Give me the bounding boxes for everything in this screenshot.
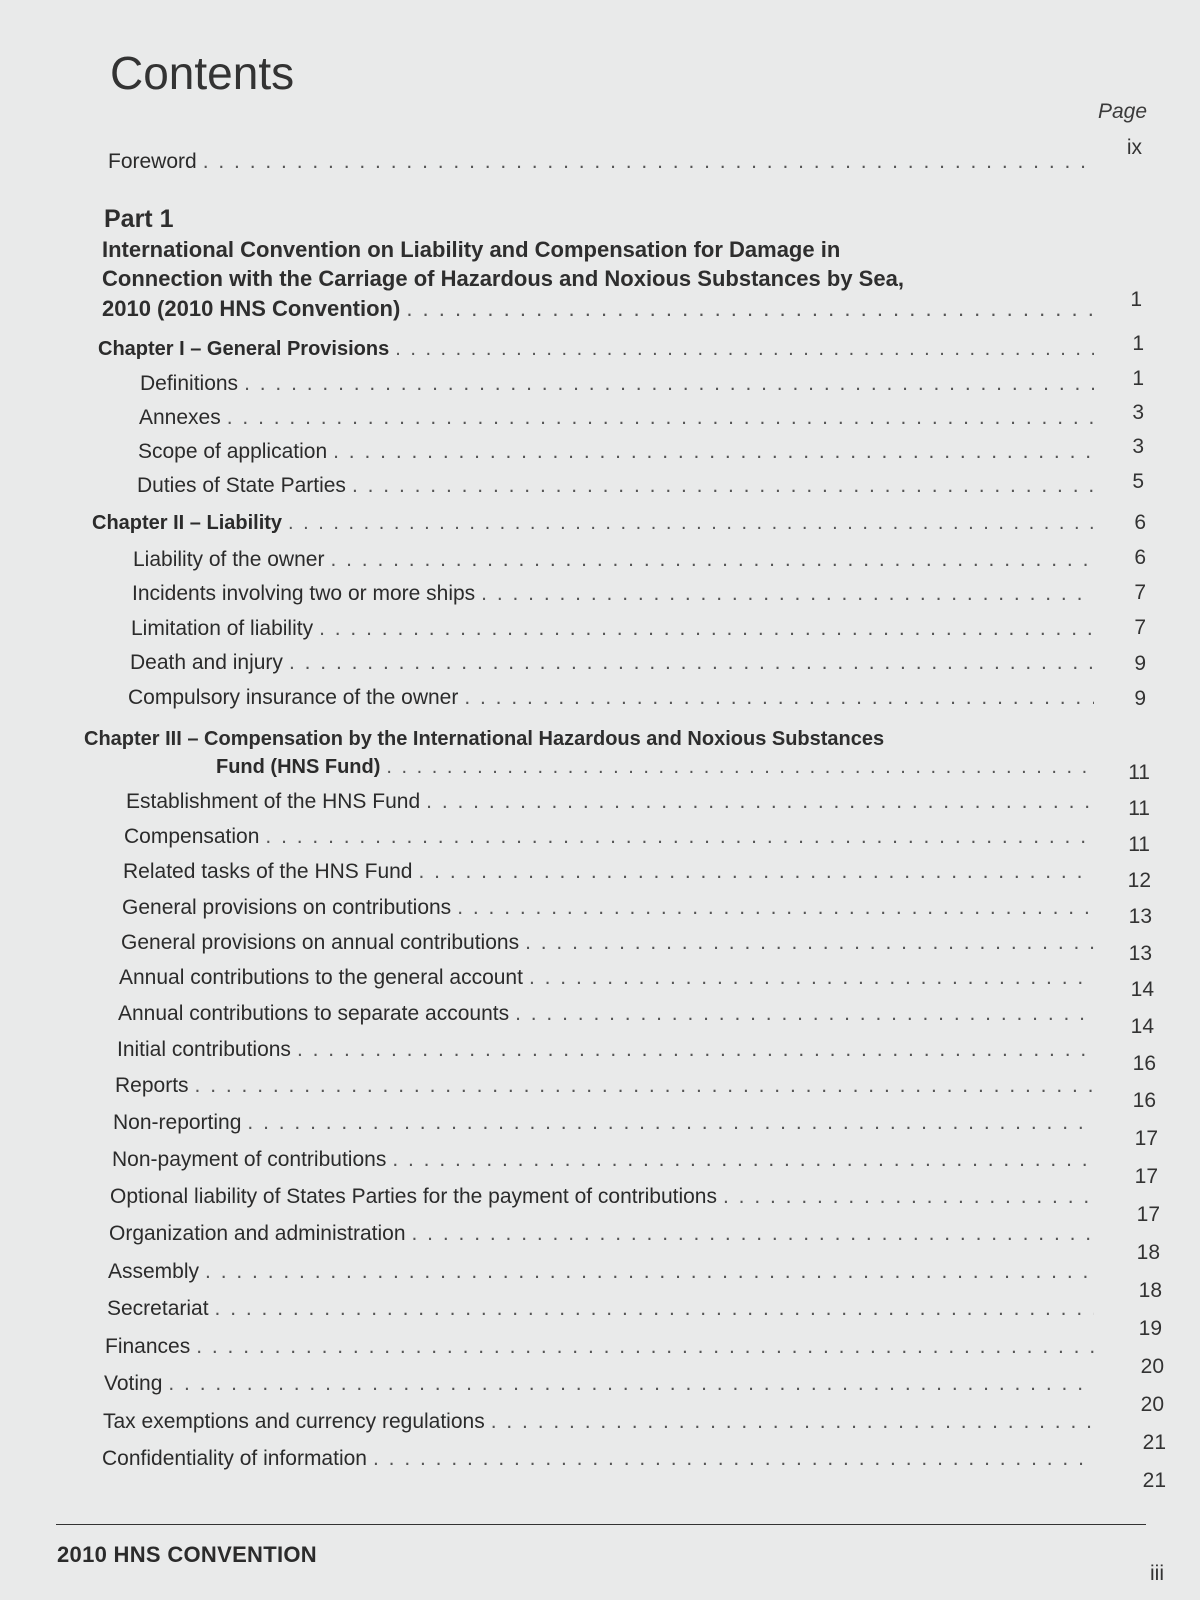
toc-entry-page: 21 xyxy=(1142,1431,1166,1454)
toc-entry[interactable] xyxy=(110,1185,1100,1209)
toc-entry-label: Incidents involving two or more ships xyxy=(132,582,476,605)
toc-entry-page: 9 xyxy=(1134,687,1146,710)
toc-entry-label: Annual contributions to the general account xyxy=(119,966,523,989)
toc-entry[interactable] xyxy=(108,1260,1100,1284)
toc-entry[interactable] xyxy=(140,372,1100,396)
leader-dots xyxy=(406,296,1094,322)
leader-dots xyxy=(227,406,1094,430)
toc-entry-page: 20 xyxy=(1140,1355,1164,1378)
toc-entry[interactable] xyxy=(128,686,1100,710)
toc-entry[interactable] xyxy=(112,1148,1100,1172)
leader-dots xyxy=(203,150,1094,174)
toc-entry[interactable] xyxy=(139,406,1100,430)
toc-entry-foreword[interactable] xyxy=(108,150,1100,174)
toc-entry-page: 17 xyxy=(1134,1165,1158,1188)
toc-entry-page: 1 xyxy=(1132,332,1144,355)
toc-entry[interactable] xyxy=(121,931,1100,955)
toc-entry-label: Compensation xyxy=(124,825,260,848)
leader-dots xyxy=(529,966,1094,990)
toc-entry-page: 3 xyxy=(1132,435,1144,458)
toc-entry-page: 11 xyxy=(1128,797,1150,820)
toc-entry[interactable] xyxy=(109,1222,1100,1246)
leader-dots xyxy=(373,1447,1094,1471)
toc-entry[interactable] xyxy=(115,1074,1100,1098)
toc-entry-page: 18 xyxy=(1136,1241,1160,1264)
toc-entry-page: 11 xyxy=(1128,833,1150,856)
toc-entry-label: Related tasks of the HNS Fund xyxy=(123,860,413,883)
toc-entry-page: 17 xyxy=(1134,1127,1158,1150)
toc-entry-label: Voting xyxy=(104,1372,163,1395)
toc-entry-label: Duties of State Parties xyxy=(137,474,346,497)
leader-dots xyxy=(205,1260,1094,1284)
toc-entry-label: Limitation of liability xyxy=(131,617,314,640)
toc-entry-label: Annexes xyxy=(139,406,221,429)
toc-entry-page: 7 xyxy=(1134,581,1146,604)
toc-entry-label: Death and injury xyxy=(130,651,283,674)
toc-entry[interactable] xyxy=(132,582,1100,606)
part-title-line: International Convention on Liability and Compensation for Damage in xyxy=(102,237,841,262)
chapter-title: Chapter II – Liability xyxy=(92,512,283,534)
leader-dots xyxy=(457,896,1094,920)
leader-dots xyxy=(481,582,1094,606)
toc-entry-page: 20 xyxy=(1140,1393,1164,1416)
toc-entry-page: 1 xyxy=(1132,367,1144,390)
toc-entry-page: 7 xyxy=(1134,616,1146,639)
toc-entry[interactable] xyxy=(131,617,1100,641)
toc-entry-page: 12 xyxy=(1127,869,1151,892)
toc-entry-label: General provisions on annual contributions xyxy=(121,931,520,954)
toc-entry-label: Foreword xyxy=(108,150,197,173)
toc-entry-page: 13 xyxy=(1128,942,1152,965)
toc-entry-label: Tax exemptions and currency regulations xyxy=(103,1410,485,1433)
leader-dots xyxy=(196,1335,1094,1359)
leader-dots xyxy=(195,1074,1094,1098)
toc-entry-page: 3 xyxy=(1132,401,1144,424)
toc-entry-page: 9 xyxy=(1134,652,1146,675)
toc-entry[interactable] xyxy=(124,825,1100,849)
leader-dots xyxy=(352,474,1094,498)
toc-entry[interactable] xyxy=(103,1410,1100,1434)
leader-dots xyxy=(330,548,1094,572)
toc-entry-page: 14 xyxy=(1130,978,1154,1001)
leader-dots xyxy=(297,1038,1094,1062)
toc-entry-label: Initial contributions xyxy=(117,1038,291,1061)
leader-dots xyxy=(265,825,1094,849)
part-label: Part 1 xyxy=(104,205,174,233)
toc-entry-label: Scope of application xyxy=(138,440,328,463)
toc-entry-label: General provisions on contributions xyxy=(122,896,452,919)
leader-dots xyxy=(418,860,1094,884)
toc-entry-chapter[interactable] xyxy=(98,338,1100,361)
toc-entry-page: 5 xyxy=(1132,470,1144,493)
footer-page-number: iii xyxy=(1150,1562,1164,1585)
leader-dots xyxy=(395,338,1094,361)
page-column-label: Page xyxy=(1098,100,1148,123)
toc-entry-label: Definitions xyxy=(140,372,239,395)
leader-dots xyxy=(386,756,1094,779)
toc-entry[interactable] xyxy=(138,440,1100,464)
toc-entry[interactable] xyxy=(105,1335,1100,1359)
page-title: Contents xyxy=(110,47,295,99)
toc-entry-page: ix xyxy=(1126,136,1142,159)
leader-dots xyxy=(288,512,1094,535)
toc-entry-label: Non-reporting xyxy=(113,1111,242,1134)
toc-entry[interactable] xyxy=(102,1447,1100,1471)
toc-entry-label: Assembly xyxy=(108,1260,200,1283)
toc-entry-page: 21 xyxy=(1142,1469,1166,1492)
leader-dots xyxy=(168,1372,1094,1396)
toc-entry-page: 13 xyxy=(1128,905,1152,928)
toc-entry[interactable] xyxy=(113,1111,1100,1135)
leader-dots xyxy=(412,1222,1094,1246)
toc-entry-page: 16 xyxy=(1132,1052,1156,1075)
footer-title: 2010 HNS CONVENTION xyxy=(57,1542,317,1567)
toc-entry-label: Reports xyxy=(115,1074,189,1097)
toc-entry-label: Establishment of the HNS Fund xyxy=(126,790,421,813)
leader-dots xyxy=(215,1297,1094,1321)
toc-entry-chapter[interactable] xyxy=(216,756,1100,779)
toc-entry-label: Confidentiality of information xyxy=(102,1447,367,1470)
toc-entry-page: 17 xyxy=(1136,1203,1160,1226)
leader-dots xyxy=(426,790,1094,814)
toc-entry-label: Annual contributions to separate accounts xyxy=(118,1002,510,1025)
toc-entry-label: Finances xyxy=(105,1335,191,1358)
toc-entry-label: Non-payment of contributions xyxy=(112,1148,387,1171)
toc-entry[interactable] xyxy=(130,651,1100,675)
chapter-title-continued: Fund (HNS Fund) xyxy=(216,756,381,778)
toc-entry-page: 1 xyxy=(1130,288,1142,311)
toc-entry[interactable] xyxy=(133,548,1100,572)
toc-entry[interactable] xyxy=(119,966,1100,990)
leader-dots xyxy=(244,372,1094,396)
toc-entry[interactable] xyxy=(122,896,1100,920)
toc-entry-label: Organization and administration xyxy=(109,1222,406,1245)
toc-entry-page: 18 xyxy=(1138,1279,1162,1302)
chapter-title: Chapter I – General Provisions xyxy=(98,338,390,360)
leader-dots xyxy=(515,1002,1094,1026)
toc-entry-page: 11 xyxy=(1128,761,1150,784)
footer-divider xyxy=(56,1524,1146,1525)
leader-dots xyxy=(319,617,1094,641)
toc-entry[interactable] xyxy=(137,474,1100,498)
part-title-line: Connection with the Carriage of Hazardous and Noxious Substances by Sea, xyxy=(102,266,904,291)
toc-entry[interactable] xyxy=(104,1372,1100,1396)
leader-dots xyxy=(723,1185,1094,1209)
part-title-line: 2010 (2010 HNS Convention) xyxy=(102,296,401,321)
toc-entry-chapter[interactable] xyxy=(92,512,1100,535)
toc-entry[interactable] xyxy=(118,1002,1100,1026)
toc-entry-label: Secretariat xyxy=(107,1297,209,1320)
leader-dots xyxy=(289,651,1094,675)
leader-dots xyxy=(525,931,1094,955)
leader-dots xyxy=(491,1410,1094,1434)
toc-entry-page: 6 xyxy=(1134,511,1146,534)
chapter-title[interactable]: Chapter III – Compensation by the International Hazardous and Noxious Substances xyxy=(84,728,885,750)
leader-dots xyxy=(247,1111,1094,1135)
toc-entry-label: Liability of the owner xyxy=(133,548,325,571)
leader-dots xyxy=(464,686,1094,710)
leader-dots xyxy=(392,1148,1094,1172)
toc-entry-page: 19 xyxy=(1138,1317,1162,1340)
toc-entry[interactable] xyxy=(126,790,1100,814)
toc-entry[interactable] xyxy=(117,1038,1100,1062)
toc-entry[interactable] xyxy=(107,1297,1100,1321)
toc-entry-page: 14 xyxy=(1130,1015,1154,1038)
toc-entry-label: Compulsory insurance of the owner xyxy=(128,686,459,709)
toc-entry-page: 16 xyxy=(1132,1089,1156,1112)
toc-entry-label: Optional liability of States Parties for the payment of contributions xyxy=(110,1185,717,1208)
toc-entry[interactable] xyxy=(123,860,1100,884)
toc-entry-page: 6 xyxy=(1134,546,1146,569)
toc-entry-part[interactable] xyxy=(102,296,1100,322)
leader-dots xyxy=(333,440,1094,464)
